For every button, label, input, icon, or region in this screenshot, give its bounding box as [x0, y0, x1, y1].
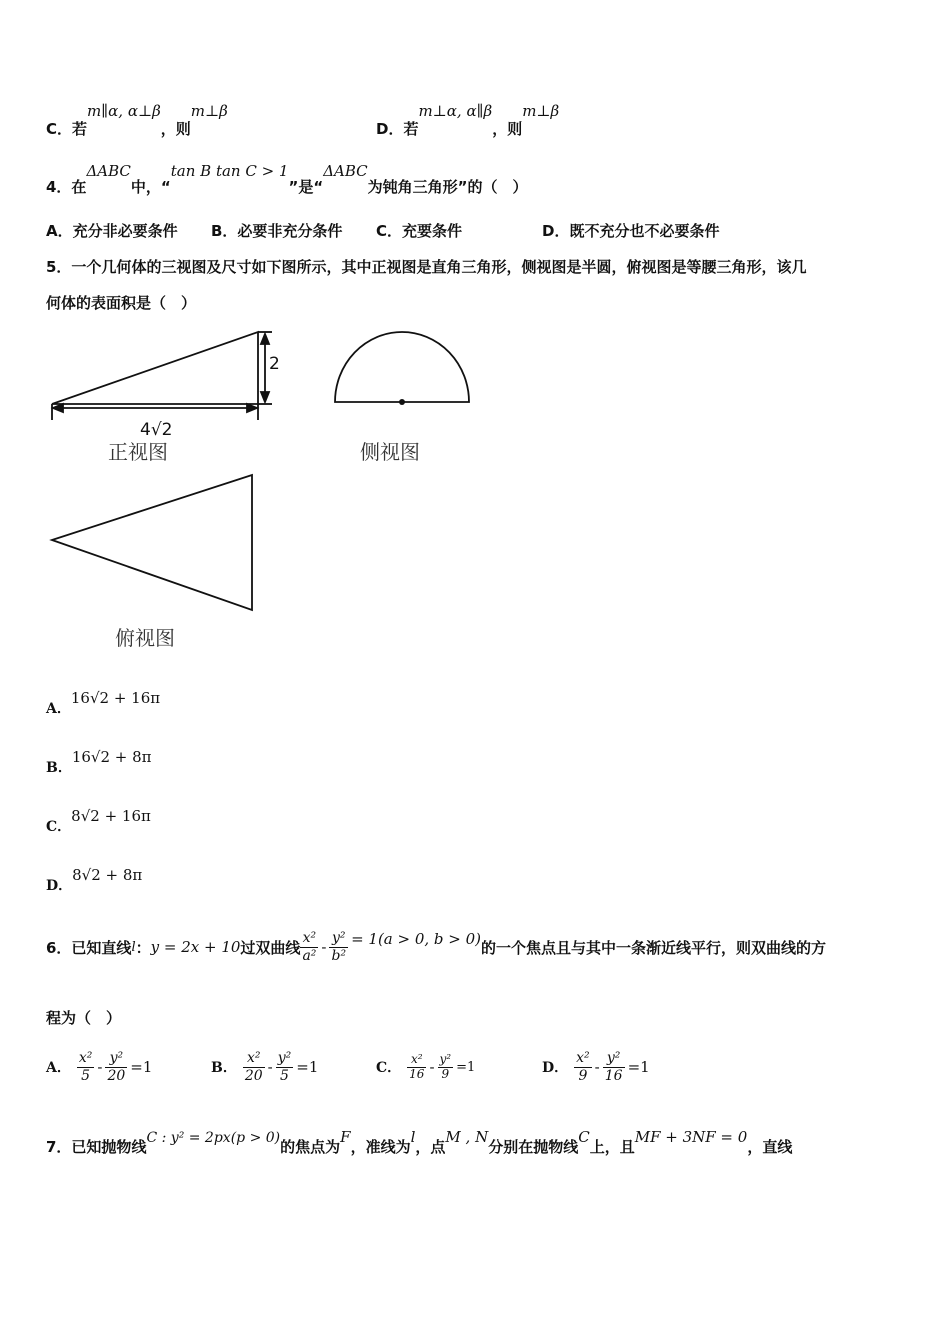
q7-points: M , N — [445, 1128, 489, 1146]
q4-option-c: C．充要条件 — [376, 222, 463, 240]
q3-option-d-then: ，则 — [492, 120, 523, 138]
q5-stem-line2: 何体的表面积是（ ） — [46, 294, 197, 312]
q3-option-c-cond: m∥α, α⊥β — [87, 102, 161, 120]
q6-option-b-y-frac — [276, 1050, 294, 1083]
q6-option-c-x-num: x² — [407, 1053, 426, 1068]
q3-option-c-result: m⊥β — [190, 102, 228, 120]
q7-parabola: C : y² = 2px(p > 0) — [146, 1130, 281, 1146]
q7-t6: ，直线 — [747, 1138, 793, 1156]
side-view-caption: 侧视图 — [360, 440, 420, 464]
q3-option-c-label: C．若 — [46, 120, 88, 138]
q6-option-d-eq: =1 — [627, 1058, 650, 1076]
q6-x-den: a² — [302, 947, 317, 964]
q6-option-d-y-frac — [603, 1050, 625, 1083]
q4-option-d: D．既不充分也不必要条件 — [542, 222, 720, 240]
q6-option-c-x-frac — [407, 1053, 426, 1082]
q4-condition: tan B tan C > 1 — [170, 162, 289, 180]
q5-option-a-value: 16√2 + 16π — [70, 689, 161, 707]
q6-option-a-y-num: y² — [105, 1050, 127, 1067]
q7-focus: F — [340, 1128, 351, 1146]
q6-option-a-minus: - — [97, 1058, 103, 1076]
q6-option-c-eq: =1 — [456, 1059, 476, 1075]
q5-option-c — [46, 806, 151, 835]
q7-directrix: l — [410, 1128, 416, 1146]
q3-option-d-label: D．若 — [376, 120, 419, 138]
q3-option-d-result: m⊥β — [522, 102, 560, 120]
top-view — [52, 475, 252, 610]
q6-option-b-x-num: x² — [243, 1050, 265, 1067]
q3-option-d — [376, 100, 560, 138]
q6-option-c-y-frac — [438, 1053, 454, 1082]
q4-option-a: A．充分非必要条件 — [46, 222, 178, 240]
q6-option-c-y-num: y² — [439, 1051, 452, 1066]
q6-option-a-y-frac — [105, 1050, 127, 1083]
q5-option-b-label: B． — [46, 760, 72, 776]
q6-line-name: l — [131, 939, 136, 955]
q7-t5: 上，且 — [589, 1138, 635, 1156]
q6-option-b — [211, 1042, 318, 1092]
q6-option-a-x-den: 5 — [81, 1067, 91, 1084]
q4-mid1: 中，“ — [130, 178, 171, 196]
q6-prefix: 6．已知直线 — [46, 938, 132, 957]
q6-option-b-minus: - — [267, 1058, 273, 1076]
q6-option-d-x-num: x² — [576, 1050, 590, 1067]
q6-option-d-y-den: 16 — [604, 1067, 623, 1084]
q5-option-d-value: 8√2 + 8π — [72, 866, 143, 884]
q6-option-c — [376, 1042, 475, 1092]
q5-option-c-label: C． — [46, 819, 72, 835]
q5-stem-line1: 5．一个几何体的三视图及尺寸如下图所示，其中正视图是直角三角形，侧视图是半圆，俯视图是等腰三角形，该几 — [46, 258, 807, 276]
q6-option-c-label: C． — [376, 1060, 402, 1076]
q6-option-a-label: A． — [46, 1060, 71, 1076]
q7-stem — [46, 1126, 793, 1156]
q6-option-c-y-den: 9 — [441, 1066, 450, 1081]
q5-option-a-label: A． — [46, 701, 71, 717]
top-view-caption: 俯视图 — [115, 626, 175, 650]
q4-suffix: 为钝角三角形”的（ ） — [367, 178, 528, 196]
front-view — [52, 332, 272, 420]
q6-option-d-x-den: 9 — [578, 1067, 588, 1084]
q6-option-b-x-frac — [243, 1050, 265, 1083]
q3-option-d-cond: m⊥α, α∥β — [418, 102, 493, 120]
q6-option-d-x-frac — [574, 1050, 592, 1083]
q4-prefix: 4．在 — [46, 178, 87, 196]
q6-option-a-eq: =1 — [130, 1058, 153, 1076]
q6-hyperbola-rest: = 1(a > 0, b > 0) — [351, 930, 482, 948]
q4-mid2: ”是“ — [288, 178, 324, 196]
q7-t1: 的焦点为 — [280, 1138, 341, 1156]
q6-option-a — [46, 1042, 152, 1092]
q6-option-b-x-den: 20 — [244, 1067, 263, 1084]
q6-stem — [46, 922, 826, 972]
q6-option-a-y-den: 20 — [107, 1067, 126, 1084]
q6-suffix: 的一个焦点且与其中一条渐近线平行，则双曲线的方 — [481, 938, 827, 957]
q6-option-d-label: D． — [542, 1060, 569, 1076]
q6-option-d — [542, 1042, 650, 1092]
q6-x-num: x² — [300, 930, 318, 947]
q7-vector-condition: MF + 3NF = 0 — [634, 1128, 748, 1146]
q3-option-c — [46, 100, 228, 138]
q6-option-b-y-den: 5 — [280, 1067, 289, 1084]
q6-colon: ： — [135, 938, 151, 957]
front-view-height-label: 2 — [269, 354, 280, 374]
q6-hyperbola-x-fraction — [300, 930, 318, 963]
q6-option-a-x-frac — [77, 1050, 95, 1083]
q7-t3: ，点 — [415, 1138, 446, 1156]
q6-y-num: y² — [329, 930, 348, 947]
q6-option-b-label: B． — [211, 1060, 237, 1076]
q5-option-a — [46, 688, 161, 717]
q6-option-a-x-num: x² — [78, 1050, 93, 1067]
q6-option-b-eq: =1 — [296, 1058, 319, 1076]
q5-option-b-value: 16√2 + 8π — [71, 748, 152, 766]
q6-option-c-minus: - — [429, 1058, 435, 1076]
q7-curve: C — [578, 1128, 590, 1146]
q5-option-c-value: 8√2 + 16π — [71, 807, 151, 825]
q6-minus: - — [321, 938, 327, 956]
front-view-width-label: 4√2 — [140, 420, 173, 440]
q6-option-c-x-den: 16 — [409, 1066, 425, 1081]
q5-three-views-figure — [40, 322, 500, 662]
q5-option-d-label: D． — [46, 878, 73, 894]
q6-option-d-y-num: y² — [603, 1050, 625, 1067]
q6-option-d-minus: - — [594, 1058, 600, 1076]
side-view-center-dot — [399, 399, 405, 405]
q6-mid: 过双曲线 — [240, 938, 301, 957]
q6-option-b-y-num: y² — [277, 1050, 292, 1067]
q6-stem-line2: 程为（ ） — [46, 1009, 122, 1027]
q5-option-b — [46, 747, 152, 776]
q6-hyperbola-y-fraction — [329, 930, 348, 963]
q4-triangle-2: ΔABC — [323, 162, 368, 180]
q6-y-den: b² — [331, 947, 347, 964]
q6-line-equation: y = 2x + 10 — [150, 938, 241, 956]
q3-option-c-then: ，则 — [160, 120, 191, 138]
q7-t2: ，准线为 — [350, 1138, 411, 1156]
q4-triangle: ΔABC — [86, 162, 131, 180]
front-view-caption: 正视图 — [108, 440, 168, 464]
q4-stem — [46, 160, 528, 196]
q4-option-b: B．必要非充分条件 — [211, 222, 343, 240]
q7-prefix: 7．已知抛物线 — [46, 1138, 147, 1156]
q7-t4: 分别在抛物线 — [488, 1138, 579, 1156]
q5-option-d — [46, 865, 143, 894]
side-view — [335, 332, 469, 402]
